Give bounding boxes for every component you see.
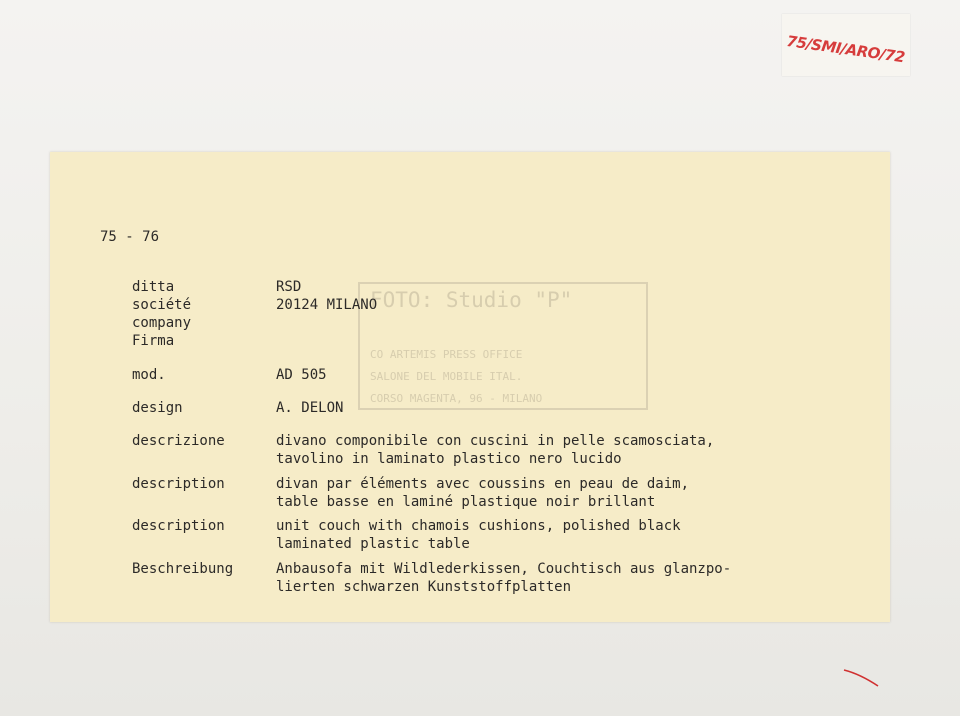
- stamp-line: SALONE DEL MOBILE ITAL.: [370, 370, 523, 383]
- company-name: RSD: [276, 279, 302, 295]
- company-values: [276, 278, 377, 314]
- text-line: unit couch with chamois cushions, polished black: [276, 518, 681, 534]
- label-description-fr: description: [132, 476, 225, 492]
- red-pen-mark: [842, 668, 882, 688]
- text-line: Anbausofa mit Wildlederkissen, Couchtisch aus glanzpo-: [276, 561, 732, 577]
- text-line: lierten schwarzen Kunststoffplatten: [276, 579, 572, 595]
- company-labels: [132, 278, 191, 350]
- label-mod: mod.: [132, 367, 166, 383]
- typed-caption-card: [50, 152, 890, 622]
- text-line: tavolino in laminato plastico nero lucido: [276, 451, 622, 467]
- text-line: laminated plastic table: [276, 536, 470, 552]
- text-line: table basse en laminé plastique noir brillant: [276, 494, 656, 510]
- stamp-title: FOTO: Studio "P": [370, 288, 573, 312]
- stamp-line: CORSO MAGENTA, 96 - MILANO: [370, 392, 543, 405]
- description-fr-value: [276, 475, 689, 511]
- descrizione-value: [276, 432, 714, 468]
- text-line: divan par éléments avec coussins en peau de daim,: [276, 476, 690, 492]
- label-societe: société: [132, 297, 192, 313]
- description-en-value: [276, 517, 681, 553]
- label-company: company: [132, 315, 192, 331]
- label-design: design: [132, 400, 183, 416]
- label-firma: Firma: [132, 333, 175, 349]
- stamp-line: CO ARTEMIS PRESS OFFICE: [370, 348, 523, 361]
- archive-id-label: [782, 14, 910, 76]
- item-number: 75 - 76: [100, 229, 160, 245]
- label-ditta: ditta: [132, 279, 175, 295]
- beschreibung-value: [276, 560, 731, 596]
- archive-id-text: 75/SMI/ARO/72: [785, 32, 906, 67]
- text-line: divano componibile con cuscini in pelle scamosciata,: [276, 433, 715, 449]
- photo-credit-stamp: [358, 282, 648, 410]
- label-description-en: description: [132, 518, 225, 534]
- label-descrizione: descrizione: [132, 433, 225, 449]
- label-beschreibung: Beschreibung: [132, 561, 234, 577]
- design-value: A. DELON: [276, 400, 344, 416]
- company-address: 20124 MILANO: [276, 297, 378, 313]
- model-value: AD 505: [276, 367, 327, 383]
